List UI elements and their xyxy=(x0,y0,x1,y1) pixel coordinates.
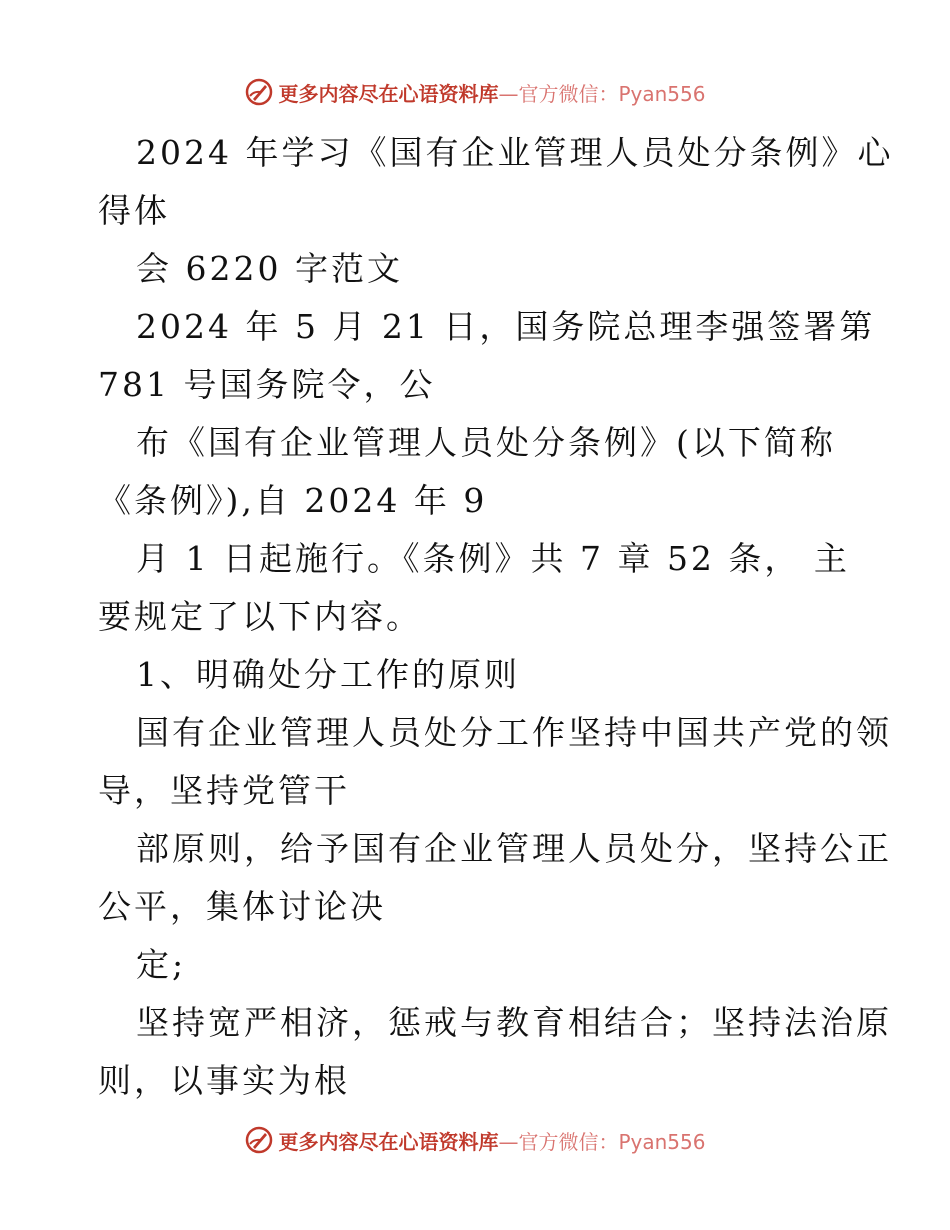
text-line: 781 号国务院令，公 xyxy=(98,365,436,404)
text-line: 部原则，给予国有企业管理人员处分，坚持公正 xyxy=(136,829,892,868)
text-line: 定; xyxy=(136,945,187,984)
watermark-text xyxy=(278,1126,705,1155)
text-line: 月 1 日起施行。《条例》共 7 章 52 条， 主 xyxy=(136,539,850,578)
text-line: 布《国有企业管理人员处分条例》(以下简称 xyxy=(136,423,836,462)
watermark-brand: 更多内容尽在心语资料库 xyxy=(278,81,499,106)
text-line: 导，坚持党管干 xyxy=(98,771,350,810)
watermark-text xyxy=(278,78,705,107)
text-line: 得体 xyxy=(98,191,170,230)
watermark-separator: — xyxy=(498,1129,519,1154)
text-line: 要规定了以下内容。 xyxy=(98,597,422,636)
watermark-contact: 官方微信：Pyan556 xyxy=(518,1129,706,1154)
text-line: 1、明确处分工作的原则 xyxy=(136,655,520,694)
text-line: 坚持宽严相济，惩戒与教育相结合；坚持法治原 xyxy=(136,1003,892,1042)
watermark-contact: 官方微信：Pyan556 xyxy=(518,81,706,106)
watermark-brand: 更多内容尽在心语资料库 xyxy=(278,1129,499,1154)
text-line: 《条例》),自 2024 年 9 xyxy=(98,481,488,520)
quill-circle-icon xyxy=(244,1125,274,1155)
text-line: 公平，集体讨论决 xyxy=(98,887,386,926)
text-line: 会 6220 字范文 xyxy=(136,249,403,288)
footer-watermark xyxy=(0,1120,950,1160)
document-body xyxy=(98,124,894,1110)
watermark-separator: — xyxy=(498,81,519,106)
quill-circle-icon xyxy=(244,77,274,107)
text-line: 2024 年 5 月 21 日，国务院总理李强签署第 xyxy=(136,307,876,346)
text-line: 2024 年学习《国有企业管理人员处分条例》心 xyxy=(136,133,894,172)
header-watermark xyxy=(0,72,950,112)
text-line: 国有企业管理人员处分工作坚持中国共产党的领 xyxy=(136,713,892,752)
text-line: 则，以事实为根 xyxy=(98,1061,350,1100)
